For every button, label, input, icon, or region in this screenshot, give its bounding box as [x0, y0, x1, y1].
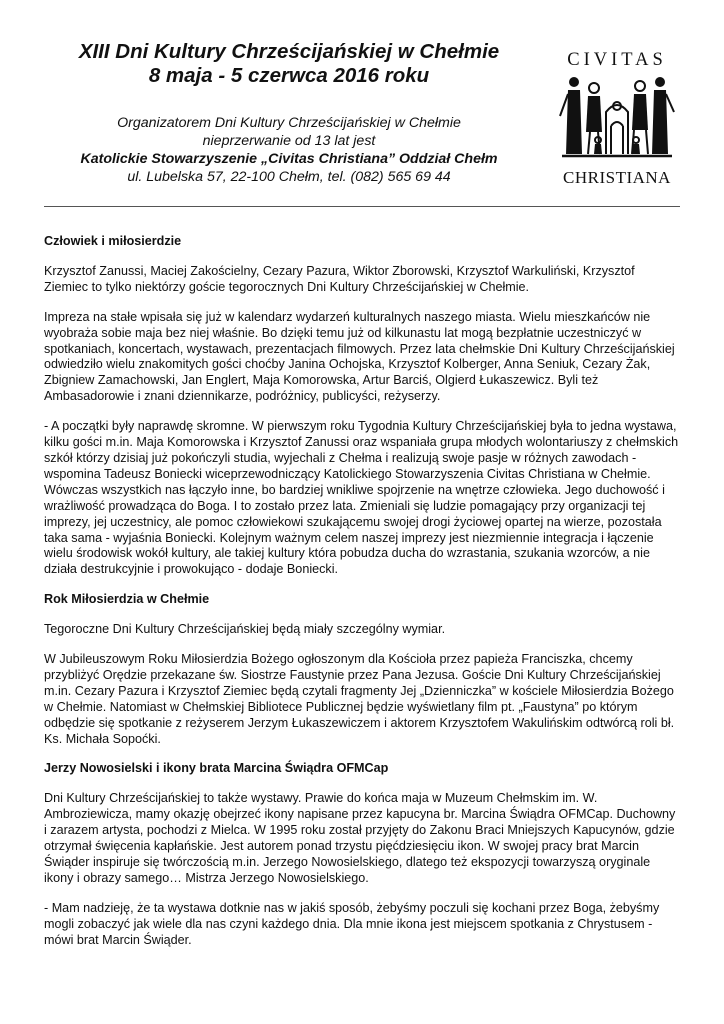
paragraph: Krzysztof Zanussi, Maciej Zakościelny, Cezary Pazura, Wiktor Zborowski, Krzysztof Warkuliński, Krzysztof Ziemiec to tylko niektórzy goście tegorocznych Dni Kultury Chrześcijańskiej w Chełmie. — [44, 263, 635, 294]
header — [44, 40, 680, 190]
logo-bottom-text: CHRISTIANA — [563, 168, 671, 186]
organizer-address: ul. Lubelska 57, 22-100 Chełm, tel. (082) 565 69 44 — [127, 169, 451, 185]
article-body — [44, 234, 680, 963]
organizer-name: Katolickie Stowarzyszenie „Civitas Christiana” Oddział Chełm — [80, 151, 498, 167]
title-block — [44, 40, 534, 88]
paragraph: Impreza na stałe wpisała się już w kalendarz wydarzeń kulturalnych naszego miasta. Wielu mieszkańców nie wyobraża sobie maja bez niej właśnie. Bo dzięki temu już od kilkunastu lat mogą bezpłatnie uczestniczyć w spotkaniach, koncertach, wystawach, prezentacjach filmowych. Przez lata chełmskie Dni Kultury Chrześcijańskiej odwiedziło wielu znakomitych gości choćby Janina Ochojska, Krzysztof Kolberger, Anna Seniuk, Cezary Żak, Zbigniew Zamachowski, Jan Englert, Maja Komorowska, Artur Barciś, Olgierd Łukaszewicz. Byli też Ambasadorowie i znani dziennikarze, podróżnicy, publicyści, reżyserzy. — [44, 309, 675, 404]
title-line-1: XIII Dni Kultury Chrześcijańskiej w Chełmie — [78, 40, 500, 63]
paragraph: - A początki były naprawdę skromne. W pierwszym roku Tygodnia Kultury Chrześcijańskiej była to jedna wystawa, kilku gości m.in. Maja Komorowska i Krzysztof Zanussi oraz wspaniała grupa młodych wolontariuszy z chełmskich szkół którzy dzisiaj już pokończyli studia, wyjechali z Chełma i realizują swoje pasje w różnych zawodach - wspomina Tadeusz Boniecki wiceprzewodniczący Katolickiego Stowarzyszenia Civitas Christiana w Chełmie. Wówczas wszystkich nas łączyło inne, bo bardziej wnikliwe spojrzenie na wnętrze człowieka. Jego duchowość i wrażliwość prowadząca do Boga. I to zostało przez lata. Zmieniali się ludzie pomagający przy organizacji tej imprezy, jej uczestnicy, ale pomoc człowiekowi szukającemu swojej drogi życiowej opartej na wierze, pozostała taka sama - wyjaśnia Boniecki. Kolejnym ważnym celem naszej imprezy jest niezmiennie integracja i łączenie wielu środowisk wokół kultury, ale takiej kultury która pobudza ducha do wzrastania, szukania wzorców, a nie działa destrukcyjnie i prowokująco - dodaje Boniecki. — [44, 419, 679, 577]
section-heading: Jerzy Nowosielski i ikony brata Marcina Świądra OFMCap — [44, 761, 389, 776]
logo-top-text: CIVITAS — [567, 50, 667, 70]
civitas-christiana-emblem-icon — [560, 77, 674, 156]
title-line-2: 8 maja - 5 czerwca 2016 roku — [148, 64, 430, 87]
paragraph: Tegoroczne Dni Kultury Chrześcijańskiej będą miały szczególny wymiar. — [44, 622, 446, 637]
paragraph: W Jubileuszowym Roku Miłosierdzia Bożego ogłoszonym dla Kościoła przez papieża Franciszka, chcemy przybliżyć Orędzie przekazane św. Siostrze Faustynie przez Pana Jezusa. Goście Dni Kultury Chrześcijańskiej m.in. Cezary Pazura i Krzysztof Ziemiec będą czytali fragmenty Jej „Dzienniczka” w kościele Miłosierdzia Bożego w Chełmie. Natomiast w Chełmskiej Bibliotece Publicznej będzie wyświetlany film pt. „Faustyna” po którym odbędzie się spotkanie z reżyserem Jerzym Łukaszewiczem i aktorem Krzysztofem Wakulińskim odtwórcą roli bł. Ks. Michała Sopoćki. — [44, 652, 675, 746]
organizer-block — [44, 114, 534, 186]
organizer-line-1: Organizatorem Dni Kultury Chrześcijańskiej w Chełmie — [117, 115, 461, 131]
civitas-christiana-logo — [554, 46, 680, 186]
section-heading: Rok Miłosierdzia w Chełmie — [44, 592, 210, 607]
header-divider — [44, 206, 680, 207]
paragraph: Dni Kultury Chrześcijańskiej to także wystawy. Prawie do końca maja w Muzeum Chełmskim im. W. Ambroziewicza, mamy okazję obejrzeć ikony napisane przez kapucyna br. Marcina Świądra OFMCap. Duchowny i zarazem artysta, pochodzi z Mielca. W 1995 roku został przyjęty do Zakonu Braci Mniejszych Kapucynów, gdzie otrzymał święcenia kapłańskie. Jest autorem ponad trzystu pięćdziesięciu ikon. W swojej pracy brat Marcin Świąder inspiruje się twórczością m.in. Jerzego Nowosielskiego, dlatego też ekspozycji towarzyszą oryginale ikony i obrazy samego… Mistrza Jerzego Nowosielskiego. — [44, 791, 676, 885]
section-heading: Człowiek i miłosierdzie — [44, 234, 182, 248]
paragraph: - Mam nadzieję, że ta wystawa dotknie nas w jakiś sposób, żebyśmy poczuli się kochani przez Boga, żebyśmy mogli zobaczyć jak wiele dla nas czyni każdego dnia. Dla mnie ikona jest miejscem spotkania z Chrystusem - mówi brat Marcin Świąder. — [44, 900, 660, 947]
organizer-line-2: nieprzerwanie od 13 lat jest — [202, 133, 376, 149]
